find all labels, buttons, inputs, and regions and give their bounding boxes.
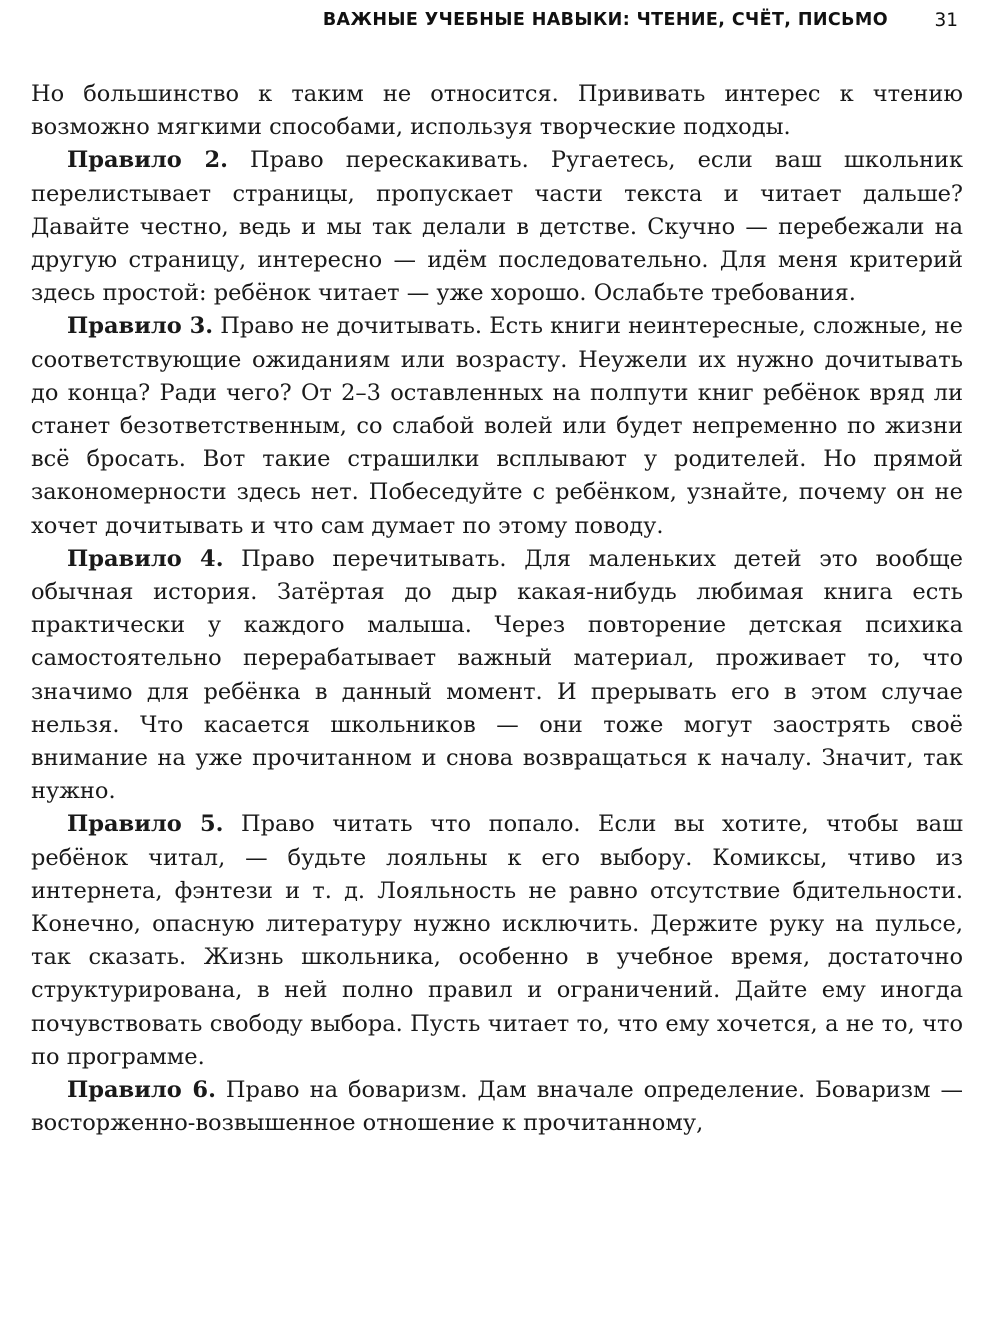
page-number: 31 [934, 10, 958, 31]
paragraph-text: Право перескакивать. Ругаетесь, если ваш школьник перелистывает страницы, пропускает части текста и читает дальше? Давайте честно, ведь и мы так делали в детстве. Скучно — перебежали на другую страницу, интересно — идём последовательно. Для меня критерий здесь простой: ребёнок читает — уже хорошо. Ослабьте требования. [31, 147, 964, 307]
paragraph-text: Право читать что попало. Если вы хотите, чтобы ваш ребёнок читал, — будьте лояльны к его выбору. Комиксы, чтиво из интернета, фэнтези и т. д. Лояльность не равно отсутствие бдительности. Конечно, опасную литературу нужно исключить. Держите руку на пульсе, так сказать. Жизнь школьника, особенно в учебное время, достаточно структурирована, в ней полно правил и ограничений. Дайте ему иногда почувствовать свободу выбора. Пусть читает то, что ему хочется, а не то, что по программе. [31, 811, 964, 1070]
running-header [0, 10, 1000, 34]
section-title: ВАЖНЫЕ УЧЕБНЫЕ НАВЫКИ: ЧТЕНИЕ, СЧЁТ, ПИСЬМО [322, 10, 888, 30]
rule-label: Правило 3. [67, 313, 214, 340]
rule-label: Правило 5. [67, 811, 224, 838]
paragraph-rule-5 [31, 808, 963, 1074]
rule-label: Правило 2. [67, 147, 228, 174]
paragraph-text: Право перечитывать. Для маленьких детей это вообще обычная история. Затёртая до дыр какая-нибудь любимая книга есть практически у каждого малыша. Через повторение детская психика самостоятельно перерабатывает важный материал, проживает то, что значимо для ребёнка в данный момент. И прерывать его в этом случае нельзя. Что касается школьников — они тоже могут заострять своё внимание на уже прочитанном и снова возвращаться к началу. Значит, так нужно. [31, 545, 963, 805]
paragraph-text: Но большинство к таким не относится. Прививать интерес к чтению возможно мягкими способами, используя творческие подходы. [31, 81, 963, 141]
rule-label: Правило 4. [67, 545, 224, 572]
paragraph-rule-2 [31, 144, 963, 310]
paragraph-text: Право не дочитывать. Есть книги неинтересные, сложные, не соответствующие ожиданиям или возрасту. Неужели их нужно дочитывать до конца? Ради чего? От 2–3 оставленных на полпути книг ребёнок вряд ли станет безответственным, со слабой волей или будет непременно по жизни всё бросать. Вот такие страшилки всплывают у родителей. Но прямой закономерности здесь нет. Побеседуйте с ребёнком, узнайте, почему он не хочет дочитывать и что сам думает по этому поводу. [31, 313, 963, 539]
paragraph-rule-3 [31, 310, 963, 542]
paragraph-intro [31, 78, 963, 144]
body-text [31, 78, 963, 1141]
rule-label: Правило 6. [67, 1077, 216, 1104]
paragraph-text: Право на боваризм. Дам вначале определение. Боваризм — восторженно-возвышенное отношение к прочитанному, [31, 1077, 963, 1137]
paragraph-rule-4 [31, 543, 963, 809]
paragraph-rule-6 [31, 1074, 963, 1140]
